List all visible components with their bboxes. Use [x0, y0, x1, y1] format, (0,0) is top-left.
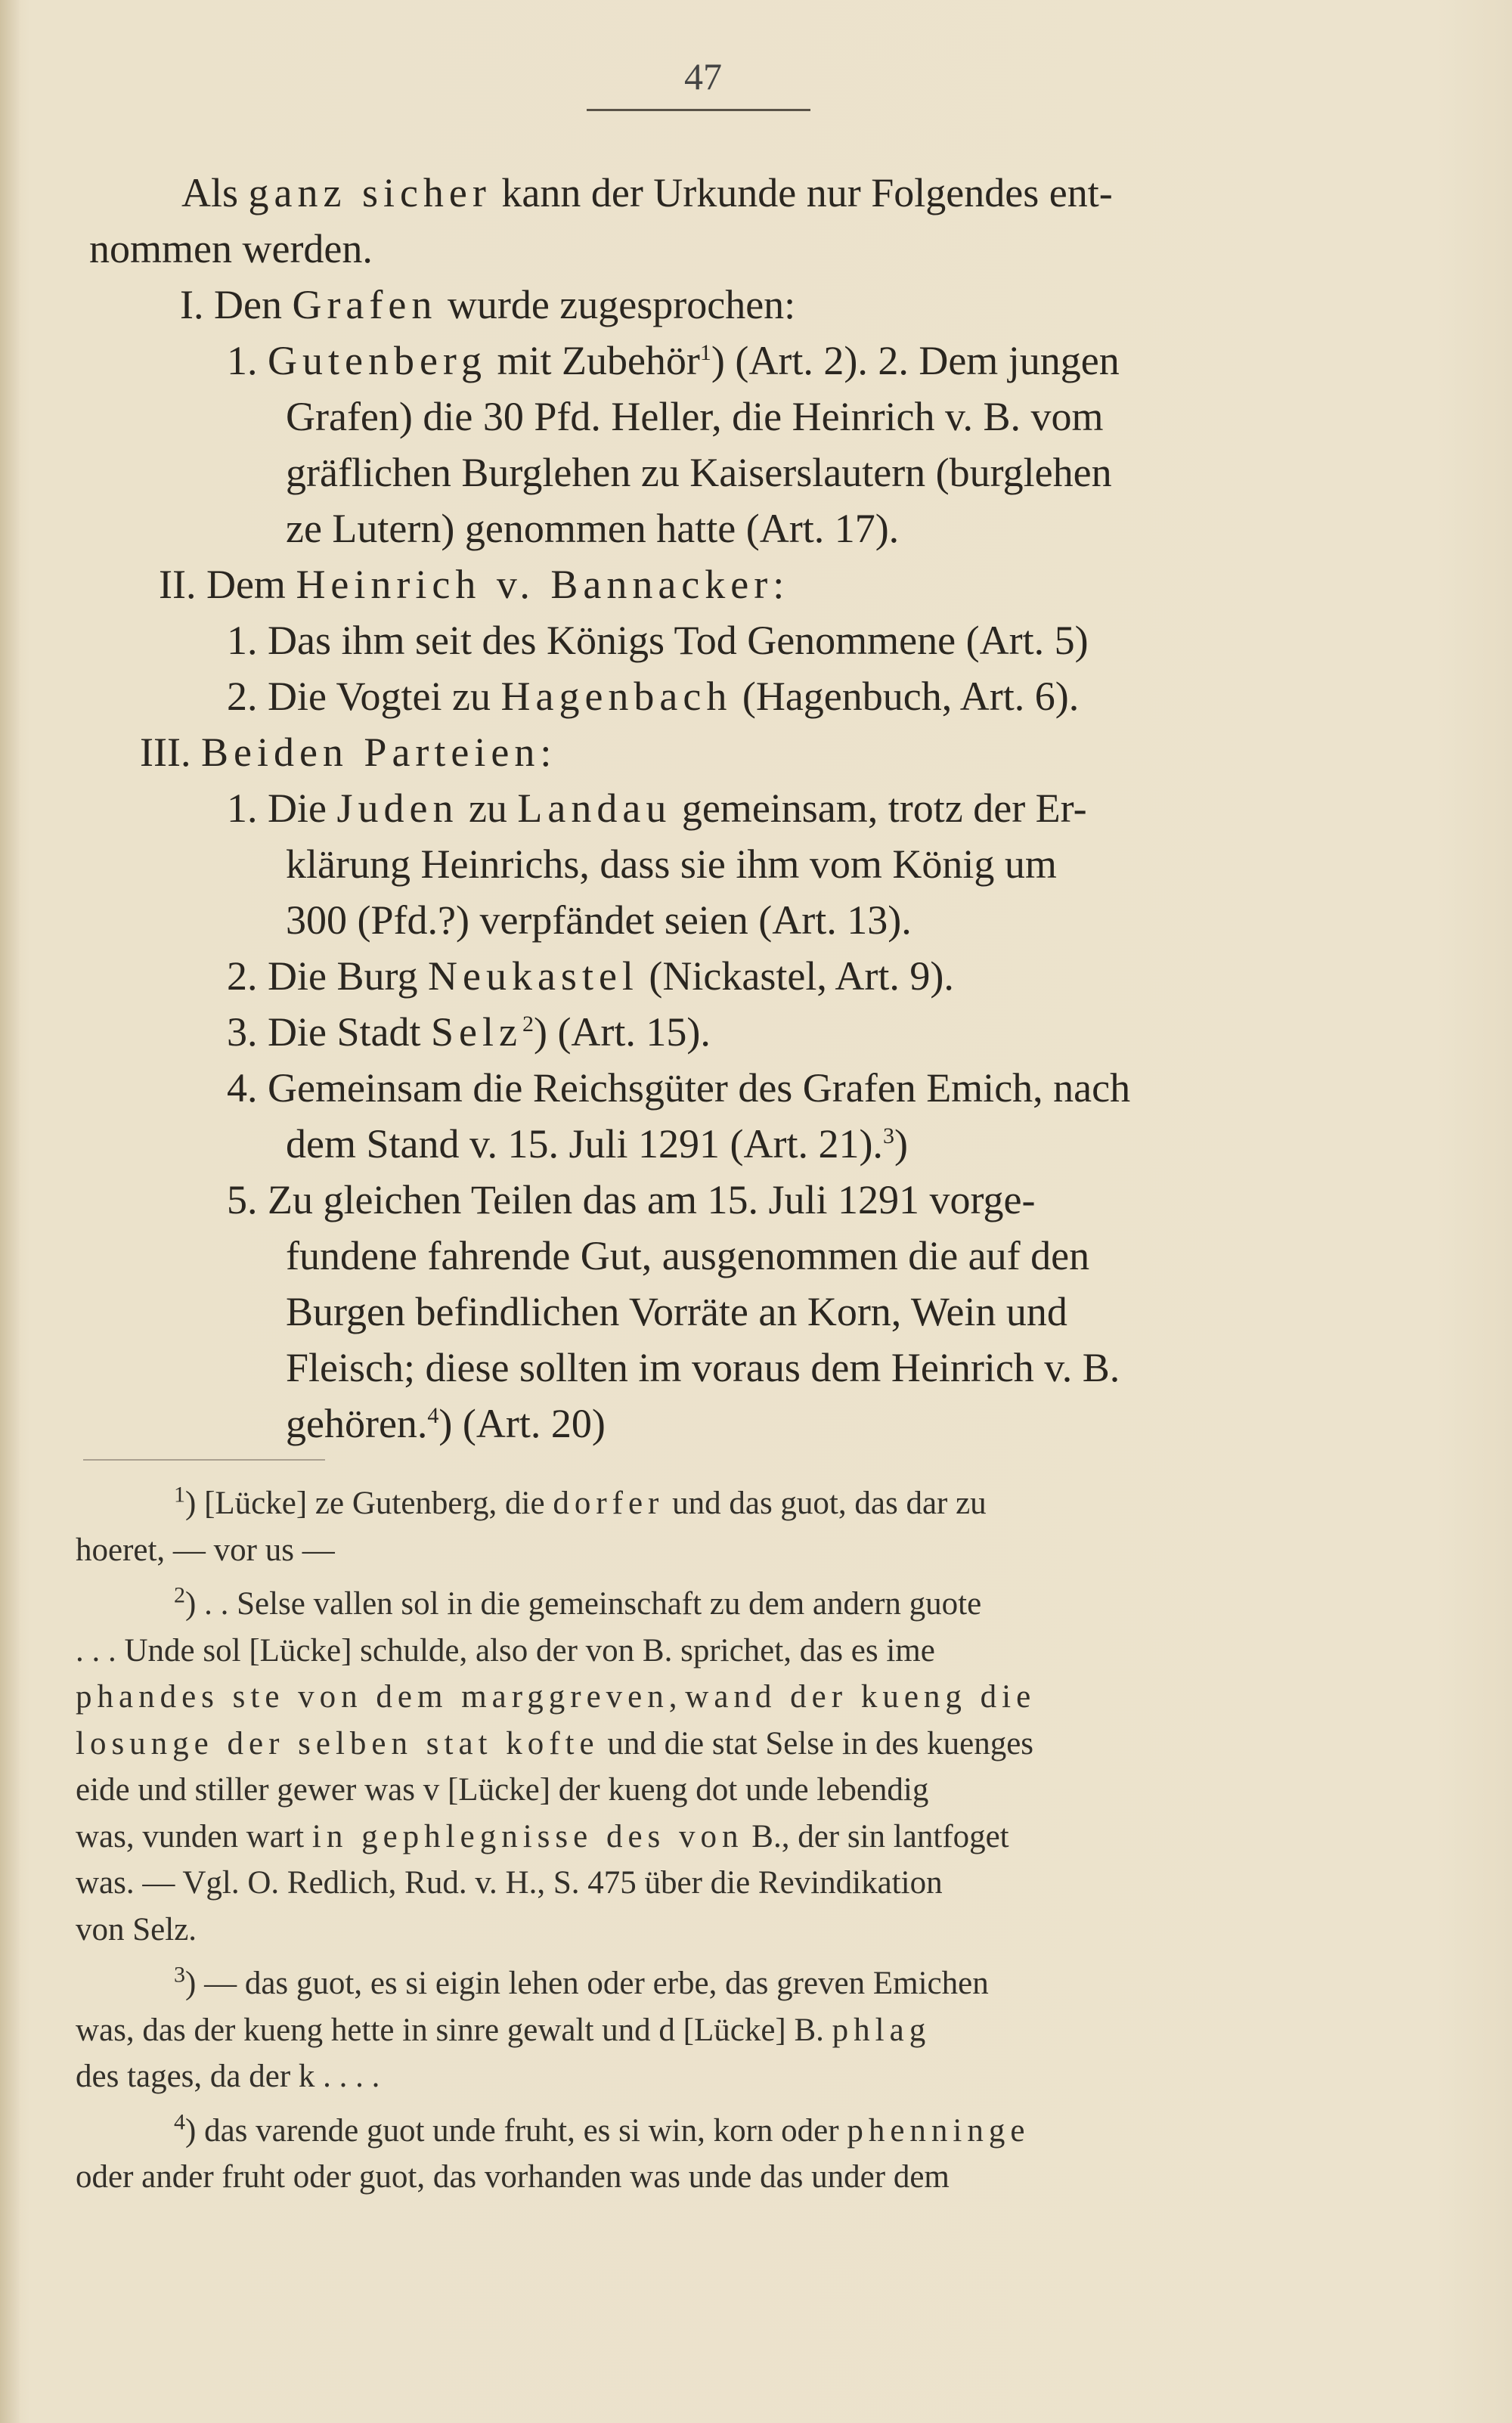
text-run: 1. Die — [227, 785, 337, 831]
text-line — [76, 1284, 1331, 1340]
text-run: I. Den — [180, 282, 293, 327]
footnote-line — [76, 1860, 1331, 1907]
footnote-marker: 3 — [174, 1962, 185, 1988]
text-run: Grafen) die 30 Pfd. Heller, die Heinrich v. B. vom — [286, 394, 1104, 439]
text-run: eide und stiller gewer was v [Lücke] der kueng dot unde lebendig — [76, 1772, 929, 1808]
text-line — [76, 389, 1331, 445]
text-run: ) (Art. 15). — [533, 1009, 711, 1055]
text-run: Burgen befindlichen Vorräte an Korn, Wein und — [286, 1289, 1067, 1334]
spaced-text: Hagenbach — [500, 674, 733, 719]
text-line — [76, 1172, 1331, 1228]
text-run: und das guot, das dar zu — [664, 1486, 987, 1521]
spaced-text: Landau — [517, 785, 672, 831]
spaced-text: phenninge — [847, 2112, 1030, 2149]
text-run: kann der Urkunde nur Folgendes ent- — [491, 170, 1113, 215]
text-run: ) [Lücke] ze Gutenberg, die — [185, 1486, 553, 1521]
text-run: dem Stand v. 15. Juli 1291 (Art. 21). — [286, 1121, 883, 1167]
text-run: ) das varende guot unde fruht, es si win, korn oder — [185, 2112, 847, 2149]
spaced-text: Heinrich v. Bannacker: — [296, 562, 790, 607]
spaced-text: Gutenberg — [268, 338, 487, 383]
text-run: Als — [181, 170, 249, 215]
footnote-gap — [76, 1573, 1331, 1581]
text-line — [76, 221, 1331, 277]
spaced-text: Selz — [430, 1009, 522, 1055]
footnote-line — [76, 1767, 1331, 1814]
text-run: ) (Art. 2). 2. Dem jungen — [711, 338, 1120, 383]
text-line — [76, 780, 1331, 836]
text-run: ) . . Selse vallen sol in die gemeinschaft zu dem andern guote — [185, 1586, 982, 1622]
footnote-line — [76, 2007, 1331, 2054]
text-run: ze Lutern) genommen hatte (Art. 17). — [286, 506, 900, 551]
footnote-line — [76, 1480, 1331, 1527]
text-line — [76, 1116, 1331, 1172]
text-line — [76, 836, 1331, 892]
text-line — [76, 556, 1331, 612]
spaced-text: Beiden Parteien: — [200, 730, 557, 775]
footnote-marker: 2 — [174, 1582, 185, 1608]
text-run: 1. — [227, 338, 268, 383]
footnote-line — [76, 1907, 1331, 1954]
text-line — [76, 1060, 1331, 1116]
text-run: 3. Die Stadt — [227, 1009, 431, 1055]
text-run: mit Zubehör — [486, 338, 700, 383]
text-line — [76, 1396, 1331, 1452]
footnote-marker: 4 — [174, 2109, 185, 2135]
text-run: zu — [458, 785, 518, 831]
text-run: ) (Art. 20) — [438, 1401, 606, 1446]
footnote-marker: 1 — [699, 340, 711, 365]
spaced-text: Grafen — [292, 282, 438, 327]
footnote-gap — [76, 2100, 1331, 2108]
page-binding-edge — [0, 0, 20, 2423]
text-run: klärung Heinrichs, dass sie ihm vom König um — [286, 841, 1057, 887]
footnote-line — [76, 1628, 1331, 1675]
footnotes — [76, 1480, 1331, 2201]
footnote-line — [76, 1814, 1331, 1861]
footnote-line — [76, 2053, 1331, 2100]
text-run: was. — Vgl. O. Redlich, Rud. v. H., S. 475 über die Revindikation — [76, 1865, 943, 1901]
text-run: 2. Die Burg — [227, 953, 428, 999]
footnote-line — [76, 1960, 1331, 2007]
text-line — [76, 892, 1331, 948]
spaced-text: in gephlegnisse des von — [311, 1818, 744, 1854]
spaced-text: phandes ste von dem marggreven — [76, 1679, 669, 1715]
text-run: (Nickastel, Art. 9). — [638, 953, 954, 999]
text-run: von Selz. — [76, 1911, 197, 1947]
header-rule — [587, 109, 810, 111]
footnote-marker: 4 — [427, 1403, 439, 1428]
footnote-marker: 3 — [882, 1123, 894, 1148]
text-line — [76, 948, 1331, 1004]
text-run: II. Dem — [159, 562, 296, 607]
text-run: nommen werden. — [89, 226, 373, 271]
footnote-rule — [83, 1459, 325, 1461]
text-line — [76, 333, 1331, 389]
main-text — [76, 165, 1331, 1452]
spaced-text: losunge der selben stat kofte — [76, 1725, 600, 1761]
text-line — [76, 612, 1331, 668]
text-run: Fleisch; diese sollten im voraus dem Heinrich v. B. — [286, 1345, 1120, 1390]
text-line — [76, 1340, 1331, 1396]
text-run: hoeret, — vor us — — [76, 1532, 335, 1568]
text-run: fundene fahrende Gut, ausgenommen die auf den — [286, 1233, 1090, 1278]
footnote-line — [76, 1527, 1331, 1574]
footnote-gap — [76, 1953, 1331, 1960]
spaced-text: wand der kueng die — [685, 1679, 1036, 1715]
footnote-line — [76, 1581, 1331, 1628]
text-line — [76, 165, 1331, 221]
text-run: des tages, da der k . . . . — [76, 2059, 380, 2094]
text-run: 4. Gemeinsam die Reichsgüter des Grafen Emich, nach — [227, 1065, 1131, 1111]
spaced-text: dorfer — [553, 1486, 665, 1521]
text-line — [76, 277, 1331, 333]
spaced-text: Neukastel — [428, 953, 639, 999]
spaced-text: phlag — [832, 2012, 931, 2048]
spaced-text: ganz sicher — [248, 170, 491, 215]
text-run: was, das der kueng hette in sinre gewalt und d [Lücke] B. — [76, 2012, 832, 2048]
text-run: gehören. — [286, 1401, 428, 1446]
text-line — [76, 1228, 1331, 1284]
footnote-line — [76, 2108, 1331, 2155]
footnote-marker: 2 — [522, 1012, 534, 1036]
footnote-line — [76, 1721, 1331, 1768]
text-run: . . . Unde sol [Lücke] schulde, also der von B. sprichet, das es ime — [76, 1632, 935, 1669]
text-run: 5. Zu gleichen Teilen das am 15. Juli 1291 vorge- — [227, 1177, 1036, 1222]
spaced-text: Juden — [336, 785, 459, 831]
text-run: III. — [140, 730, 201, 775]
text-run: (Hagenbuch, Art. 6). — [732, 674, 1080, 719]
text-line — [76, 1004, 1331, 1060]
footnote-marker: 1 — [174, 1482, 185, 1507]
text-run: gräflichen Burglehen zu Kaiserslautern (burglehen — [286, 450, 1112, 495]
text-run: B., der sin lantfoget — [743, 1818, 1009, 1854]
text-run: 2. Die Vogtei zu — [227, 674, 501, 719]
text-run: , — [668, 1679, 686, 1715]
page-number: 47 — [684, 55, 722, 98]
text-run: 1. Das ihm seit des Königs Tod Genommene (Art. 5) — [227, 618, 1089, 663]
text-line — [76, 500, 1331, 556]
text-run: 300 (Pfd.?) verpfändet seien (Art. 13). — [286, 897, 912, 943]
text-run: gemeinsam, trotz der Er- — [671, 785, 1087, 831]
text-run: oder ander fruht oder guot, das vorhanden was unde das under dem — [76, 2159, 950, 2195]
text-line — [76, 724, 1331, 780]
text-run: ) — das guot, es si eigin lehen oder erbe, das greven Emichen — [185, 1966, 989, 2001]
text-line — [76, 668, 1331, 724]
footnote-line — [76, 1674, 1331, 1721]
footnote-line — [76, 2154, 1331, 2201]
text-run: was, vunden wart — [76, 1818, 312, 1854]
text-line — [76, 445, 1331, 500]
text-run: und die stat Selse in des kuenges — [599, 1725, 1034, 1761]
text-run: ) — [894, 1121, 908, 1167]
text-run: wurde zugesprochen: — [437, 282, 796, 327]
